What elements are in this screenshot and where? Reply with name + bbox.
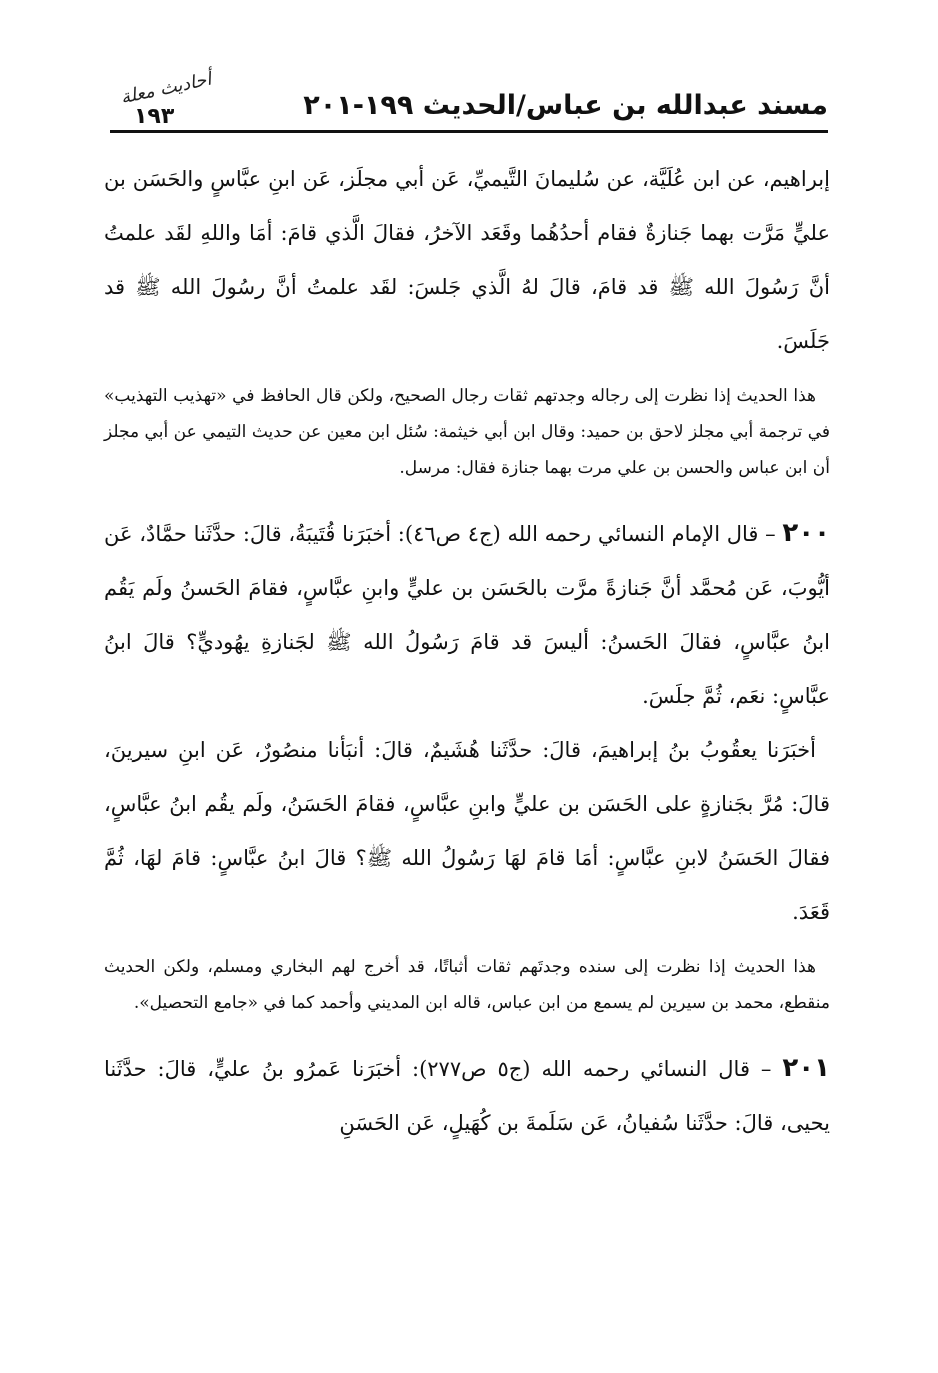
header-rule (110, 130, 828, 133)
commentary-paragraph-2 (104, 949, 830, 1021)
page-header (100, 68, 828, 142)
handwritten-note: أحاديث معلة (118, 68, 214, 109)
hadith-paragraph-199-continued (104, 152, 830, 368)
paragraph-text: هذا الحديث إذا نظرت إلى رجاله وجدتهم ثقات رجال الصحيح، ولكن قال الحافظ في «تهذيب التهذيب» في ترجمة أبي مجلز لاحق بن حميد: وقال ابن أبي خيثمة: سُئل ابن معين عن حديث التيمي عن أبي مجلز أن ابن عباس والحسن بن علي مرت بهما جنازة فقال: مرسل. (104, 386, 830, 478)
paragraph-text: – قال النسائي رحمه الله (ج٥ ص٢٧٧): أخبَرَنا عَمرُو بنُ عليٍّ، قالَ: حدَّثَنا يحيى، قالَ: حدَّثَنا سُفيانُ، عَن سَلَمةَ بن كُهَيلٍ، عَن الحَسَنِ (104, 1057, 830, 1135)
paragraph-text: إبراهيم، عن ابن عُلَيَّة، عن سُليمانَ التَّيميِّ، عَن أبي مجلَز، عَن ابنِ عبَّاسٍ والحَسَن بن عليٍّ مَرَّت بهما جَنازةٌ فقام أحدُهُما وقَعَد الآخرُ، فقالَ الَّذي قامَ: أمَا واللهِ لقَد علمتُ أنَّ رَسُولَ الله ﷺ قد قامَ، قالَ لهُ الَّذي جَلسَ: لقَد علمتُ أنَّ رسُولَ الله ﷺ قد جَلَسَ. (104, 167, 830, 353)
paragraph-text: هذا الحديث إذا نظرت إلى سنده وجدتَهم ثقات أثباتًا، قد أخرج لهم البخاري ومسلم، ولكن الحديث منقطع، محمد بن سيرين لم يسمع من ابن عباس، قاله ابن المديني وأحمد كما في «جامع التحصيل». (104, 957, 830, 1013)
page-number: ١٩٣ (134, 104, 175, 129)
hadith-paragraph-200 (104, 506, 830, 723)
paragraph-text: – قال الإمام النسائي رحمه الله (ج٤ ص٤٦): أخبَرَنا قُتَيبَةُ، قالَ: حدَّثَنا حمَّادٌ، عَن أيُّوبَ، عَن مُحمَّد أنَّ جَنازةً مرَّت بالحَسَن بن عليٍّ وابنِ عبَّاسٍ، فقامَ الحَسنُ ولَم يَقُم ابنُ عبَّاسٍ، فقالَ الحَسنُ: أليسَ قد قامَ رَسُولُ الله ﷺ لجَنازةِ يهُوديٍّ؟ قالَ ابنُ عبَّاسٍ: نعَم، ثُمَّ جلَسَ. (104, 522, 830, 708)
page-body (104, 152, 830, 1150)
hadith-paragraph-201 (104, 1041, 830, 1150)
hadith-number: ٢٠٠ (782, 518, 830, 548)
commentary-paragraph-1 (104, 378, 830, 486)
running-title: مسند عبدالله بن عباس/الحديث ١٩٩-٢٠١ (303, 90, 828, 121)
hadith-paragraph-200-second-chain (104, 723, 830, 939)
hadith-number: ٢٠١ (782, 1053, 830, 1083)
paragraph-text: أخبَرَنا يعقُوبُ بنُ إبراهيمَ، قالَ: حدَّثَنا هُشَيمٌ، قالَ: أنبَأنا منصُورٌ، عَن ابنِ سيرينَ، قالَ: مُرَّ بجَنازةٍ على الحَسَن بن عليٍّ وابنِ عبَّاسٍ، فقامَ الحَسَنُ، ولَم يقُم ابنُ عبَّاسٍ، فقالَ الحَسَنُ لابنِ عبَّاسٍ: أمَا قامَ لهَا رَسُولُ الله ﷺ؟ قالَ ابنُ عبَّاسٍ: قامَ لهَا، ثُمَّ قَعَدَ. (104, 738, 830, 924)
